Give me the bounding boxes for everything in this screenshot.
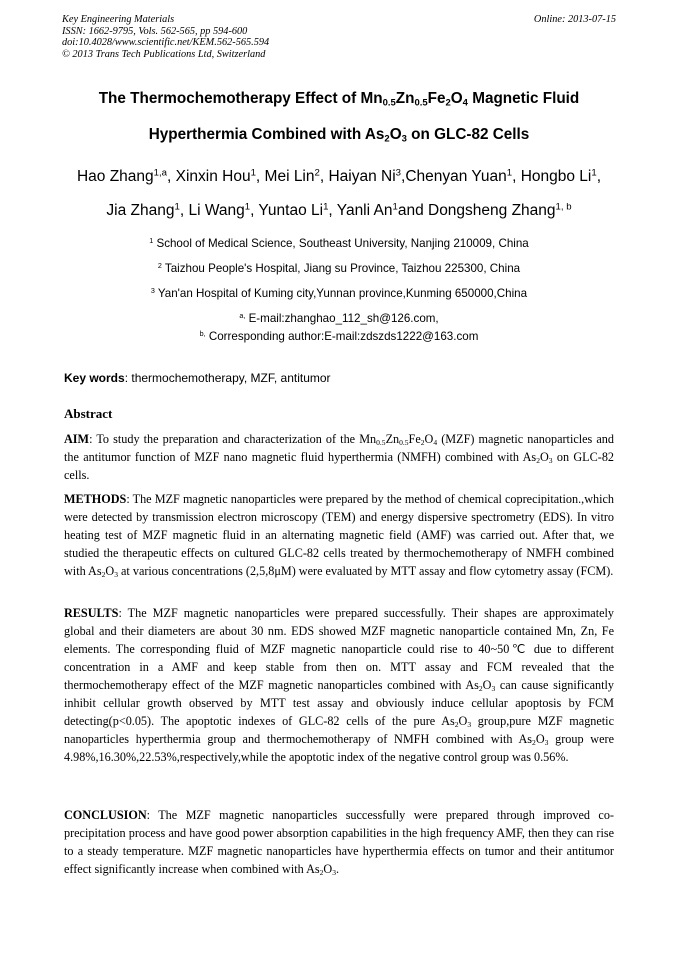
email-a: $^{a,}$ E-mail:zhanghao_112_sh@126.com, [239,311,439,325]
journal-header [62,14,616,60]
affiliation-2: $^2$ Taizhou People's Hospital, Jiang su Province, Taizhou 225300, China [157,261,521,275]
online-date: Online: 2013-07-15 [533,14,616,25]
abstract-heading: Abstract [64,406,113,421]
title-line-1: The Thermochemotherapy Effect of $Mn_{0.5}Zn_{0.5}Fe_2O_4$ Magnetic Fluid [98,90,580,109]
keywords-text: : thermochemotherapy, MZF, antitumor [124,371,331,385]
author-list-line-1: Hao Zhang$^{1,a}$, Xinxin Hou$^1$, Mei Lin$^2$, Haiyan Ni$^3$,Chenyan Yuan$^1$, Hongbo Li$^1$, [76,167,602,185]
abstract-conclusion: CONCLUSION: The MZF magnetic nanoparticles successfully were prepared through improved co-precipitation process and have good power absorption capabilities in the high frequency AMF, then they can rise to a steady temperature. MZF magnetic nanoparticles have hyperthermia effects on tumor and their antitumor effect significantly increase when combined with $As_2O_3$. [64,808,614,877]
journal-name: Key Engineering Materials [62,14,175,25]
title-line-2: Hyperthermia Combined with $As_2O_3$ on GLC-82 Cells [148,126,530,145]
keywords [64,371,331,385]
keywords-label: Key words [64,371,125,385]
abstract-aim: AIM: To study the preparation and characterization of the $Mn_{0.5}Zn_{0.5}Fe_2O_4$ (MZF) magnetic nanoparticles and the antitumor function of MZF nano magnetic fluid hyperthermia (NMFH) combined with $As_2O_3$ on GLC-82 cells. [64,432,615,482]
affiliation-3: $^3$ Yan'an Hospital of Kuming city,Yunnan province,Kunming 650000,China [150,286,528,300]
affiliation-1: $^1$ School of Medical Science, Southeast University, Nanjing 210009, China [149,236,529,250]
email-b-corresponding: $^{b,}$ Corresponding author:E-mail:zdszds1222@163.com [199,329,479,343]
copyright-line: © 2013 Trans Tech Publications Ltd, Switzerland [62,48,266,60]
issn-line: ISSN: 1662-9795, Vols. 562-565, pp 594-600 [62,25,248,37]
abstract-results: RESULTS: The MZF magnetic nanoparticles were prepared successfully. Their shapes are approximately global and their diameters are about 30 nm. EDS showed MZF magnetic nanoparticle contained Mn, Zn, Fe elements. The corresponding fluid of MZF magnetic nanoparticle could rise to 40~50℃ due to different concentration in a AMF and keep stable from then on. MTT assay and FCM revealed that the thermochemotherapy effect of the MZF magnetic nanoparticles combined with $As_2O_3$ can cause significantly inhibit cellular growth observed by MTT test assay and obviously induce cellular apoptosis by FCM detecting(p<0.05). The apoptotic indexes of GLC-82 cells of the pure $As_2O_3$ group,pure MZF magnetic nanoparticles hyperthermia group and thermochemotherapy of NMFH combined with $As_2O_3$ group were 4.98%,16.30%,22.53%,respectively,while the apoptotic index of the negative control group was 0.56%. [64,606,614,764]
author-list-line-2: Jia Zhang$^1$, Li Wang$^1$, Yuntao Li$^1$, Yanli An$^1$and Dongsheng Zhang$^{1, b}$ [106,201,572,219]
doi-line: doi:10.4028/www.scientific.net/KEM.562-565.594 [62,37,270,48]
abstract-methods: METHODS: The MZF magnetic nanoparticles were prepared by the method of chemical coprecipitation.,which were detected by transmission electron microscopy (TEM) and energy dispersive spectrometry (EDS). In vitro heating test of MZF magnetic fluid in an alternating magnetic field (AMF) was carried out. After that, we studied the therapeutic effects on cultured GLC-82 cells treated by thermochemotherapy of NMFH combined with $As_2O_3$ at various concentrations (2,5,8μM) were evaluated by MTT assay and flow cytometry assay (FCM). [64,492,614,579]
